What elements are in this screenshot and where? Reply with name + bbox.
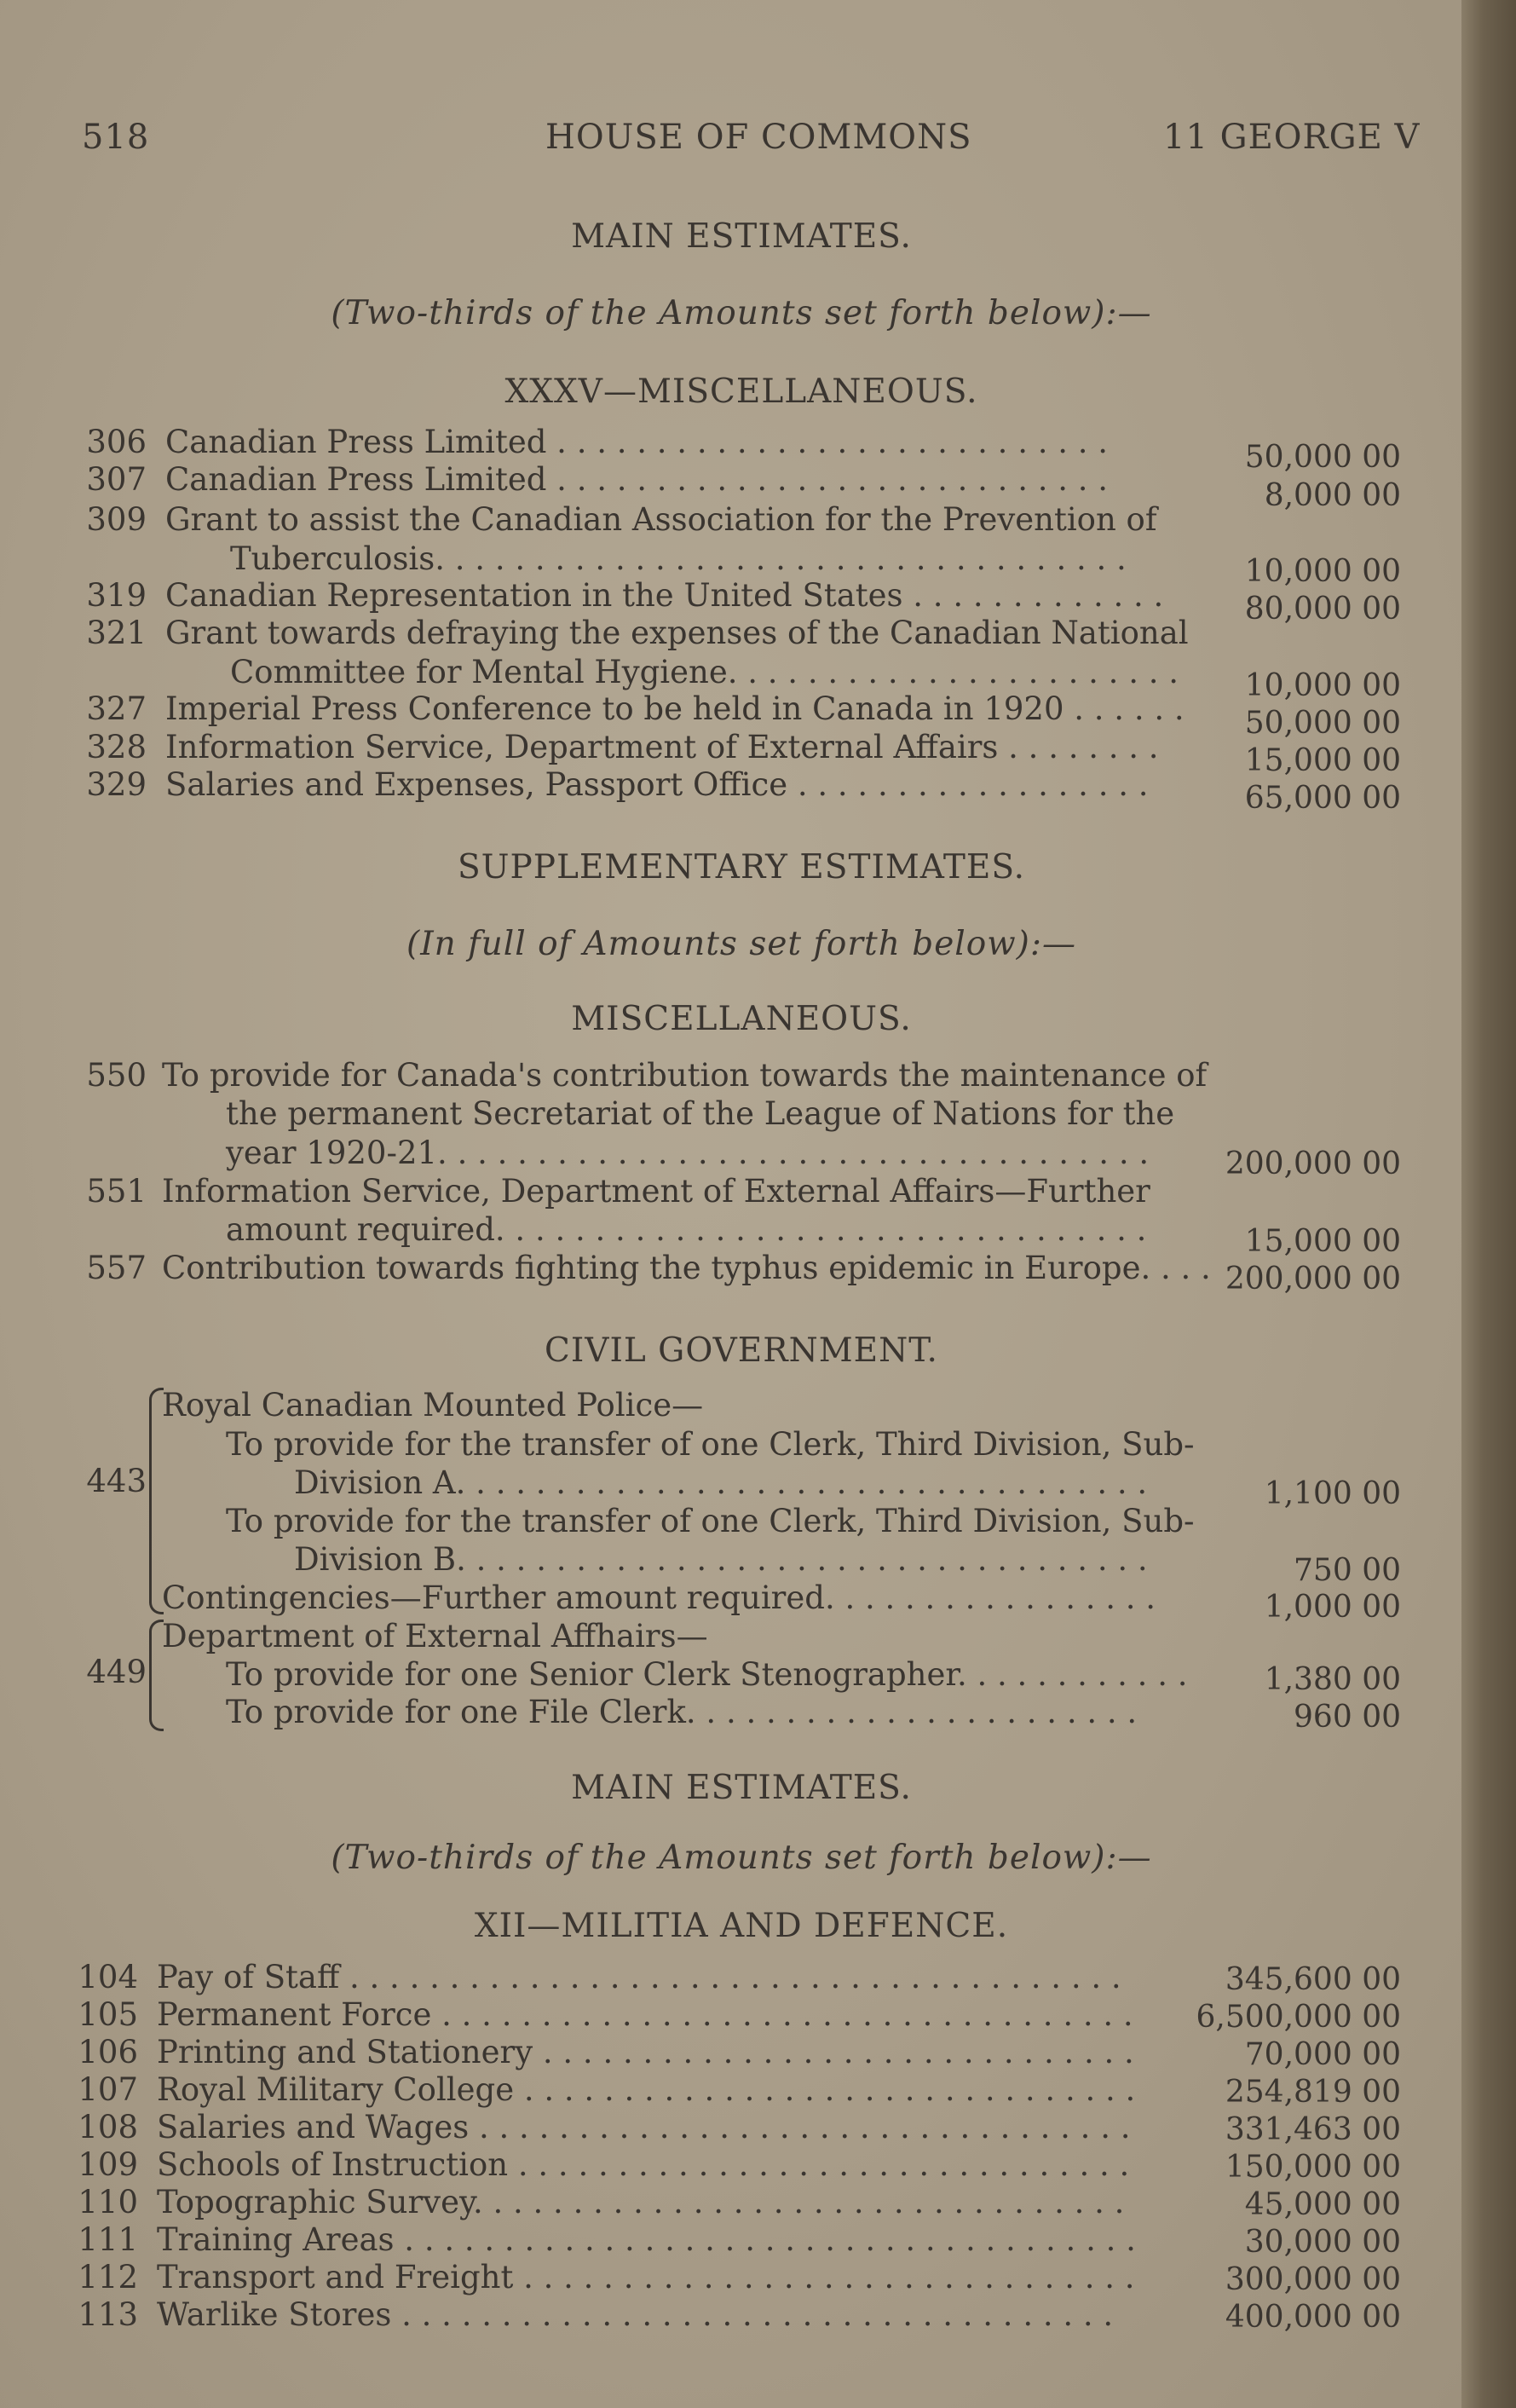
item-label-continued: Division A. . . . . . . . . . . . . . . . . . . . . . . . . . . . . . . . . . . bbox=[294, 1464, 1148, 1501]
running-title: HOUSE OF COMMONS bbox=[545, 118, 972, 157]
item-number: 329 bbox=[86, 766, 147, 803]
item-number: 105 bbox=[78, 1996, 138, 2033]
item-label: To provide for Canada's contribution towards the maintenance of bbox=[162, 1057, 1208, 1094]
item-label: To provide for the transfer of one Clerk, Third Division, Sub- bbox=[226, 1503, 1195, 1539]
section-heading: MAIN ESTIMATES. bbox=[571, 1769, 912, 1807]
item-label: Grant towards defraying the expenses of the Canadian National bbox=[165, 615, 1189, 651]
item-label: Topographic Survey. . . . . . . . . . . . . . . . . . . . . . . . . . . . . . . . . bbox=[157, 2184, 1125, 2220]
item-label: Training Areas . . . . . . . . . . . . . . . . . . . . . . . . . . . . . . . . . . . . . bbox=[157, 2221, 1136, 2258]
page-header bbox=[0, 118, 1516, 169]
item-number: 109 bbox=[78, 2146, 138, 2183]
section-subheading: (Two-thirds of the Amounts set forth below):— bbox=[331, 1839, 1152, 1877]
item-label: Warlike Stores . . . . . . . . . . . . . . . . . . . . . . . . . . . . . . . . . . . . bbox=[157, 2296, 1114, 2333]
item-number: 110 bbox=[78, 2184, 138, 2220]
item-label: Information Service, Department of External Affairs . . . . . . . . bbox=[165, 729, 1159, 765]
group-title: Royal Canadian Mounted Police— bbox=[162, 1387, 704, 1423]
item-amount: 10,000 00 bbox=[1244, 668, 1401, 703]
item-amount: 50,000 00 bbox=[1244, 706, 1401, 741]
item-label-continued: Division B. . . . . . . . . . . . . . . . . . . . . . . . . . . . . . . . . . . bbox=[294, 1541, 1148, 1578]
item-number: 106 bbox=[78, 2034, 138, 2070]
item-label: Imperial Press Conference to be held in Canada in 1920 . . . . . . bbox=[165, 690, 1185, 727]
item-amount: 150,000 00 bbox=[1225, 2150, 1401, 2185]
item-label: To provide for one File Clerk. . . . . . . . . . . . . . . . . . . . . . . bbox=[226, 1694, 1138, 1730]
item-label: Pay of Staff . . . . . . . . . . . . . . . . . . . . . . . . . . . . . . . . . . . . . . . bbox=[157, 1959, 1121, 1995]
item-number: 104 bbox=[78, 1959, 138, 1995]
item-amount: 254,819 00 bbox=[1225, 2075, 1401, 2110]
book-spine bbox=[1461, 0, 1516, 2408]
item-number: 112 bbox=[78, 2259, 138, 2295]
item-label: Canadian Press Limited . . . . . . . . . . . . . . . . . . . . . . . . . . . . bbox=[165, 424, 1109, 460]
item-number: 551 bbox=[86, 1173, 147, 1210]
item-label-continued: amount required. . . . . . . . . . . . . . . . . . . . . . . . . . . . . . . . . bbox=[226, 1211, 1147, 1248]
item-amount: 6,500,000 00 bbox=[1196, 2000, 1401, 2035]
item-amount: 960 00 bbox=[1294, 1700, 1401, 1735]
item-number: 307 bbox=[86, 461, 147, 498]
item-label-continued: year 1920-21. . . . . . . . . . . . . . . . . . . . . . . . . . . . . . . . . . . . bbox=[226, 1135, 1150, 1171]
item-amount: 300,000 00 bbox=[1225, 2262, 1401, 2297]
item-label: To provide for the transfer of one Clerk, Third Division, Sub- bbox=[226, 1426, 1195, 1463]
item-number: 449 bbox=[86, 1654, 147, 1690]
item-amount: 345,600 00 bbox=[1225, 1962, 1401, 1997]
section-subheading: (In full of Amounts set forth below):— bbox=[406, 925, 1076, 963]
item-label: Canadian Press Limited . . . . . . . . . . . . . . . . . . . . . . . . . . . . bbox=[165, 461, 1109, 498]
item-number: 309 bbox=[86, 501, 147, 538]
item-amount: 30,000 00 bbox=[1244, 2225, 1401, 2260]
category-heading: CIVIL GOVERNMENT. bbox=[545, 1331, 938, 1370]
item-label: Contingencies—Further amount required. . . . . . . . . . . . . . . . . bbox=[162, 1579, 1156, 1616]
item-label: Salaries and Expenses, Passport Office . . . . . . . . . . . . . . . . . . bbox=[165, 766, 1149, 803]
item-number: 328 bbox=[86, 729, 147, 765]
item-label: Information Service, Department of External Affairs—Further bbox=[162, 1173, 1150, 1210]
session-label: 11 GEORGE V bbox=[1163, 118, 1421, 157]
item-amount: 1,100 00 bbox=[1264, 1476, 1401, 1511]
item-number: 306 bbox=[86, 424, 147, 460]
item-amount: 750 00 bbox=[1294, 1553, 1401, 1588]
item-amount: 200,000 00 bbox=[1225, 1146, 1401, 1181]
item-amount: 65,000 00 bbox=[1244, 781, 1401, 816]
item-label: Transport and Freight . . . . . . . . . . . . . . . . . . . . . . . . . . . . . . . bbox=[157, 2259, 1135, 2295]
section-heading: MAIN ESTIMATES. bbox=[571, 217, 912, 256]
item-number: 111 bbox=[78, 2221, 138, 2258]
item-amount: 45,000 00 bbox=[1244, 2187, 1401, 2222]
item-label-continued: the permanent Secretariat of the League of Nations for the bbox=[226, 1095, 1175, 1132]
item-number: 321 bbox=[86, 615, 147, 651]
item-amount: 15,000 00 bbox=[1244, 743, 1401, 778]
item-label: Permanent Force . . . . . . . . . . . . . . . . . . . . . . . . . . . . . . . . . . . bbox=[157, 1996, 1133, 2033]
item-amount: 8,000 00 bbox=[1264, 478, 1401, 513]
category-heading: MISCELLANEOUS. bbox=[571, 1000, 912, 1038]
group-title: Department of External Affhairs— bbox=[162, 1618, 708, 1654]
item-number: 550 bbox=[86, 1057, 147, 1094]
page-number: 518 bbox=[82, 118, 150, 157]
item-amount: 10,000 00 bbox=[1244, 554, 1401, 589]
item-number: 443 bbox=[86, 1463, 147, 1499]
item-number: 113 bbox=[78, 2296, 138, 2333]
item-number: 107 bbox=[78, 2071, 138, 2108]
item-amount: 1,000 00 bbox=[1264, 1590, 1401, 1625]
category-heading: XXXV—MISCELLANEOUS. bbox=[504, 372, 978, 411]
item-amount: 200,000 00 bbox=[1225, 1262, 1401, 1296]
item-amount: 50,000 00 bbox=[1244, 440, 1401, 475]
item-amount: 70,000 00 bbox=[1244, 2037, 1401, 2072]
item-number: 557 bbox=[86, 1250, 147, 1286]
section-heading: SUPPLEMENTARY ESTIMATES. bbox=[457, 848, 1026, 886]
item-label-continued: Committee for Mental Hygiene. . . . . . . . . . . . . . . . . . . . . . . bbox=[230, 654, 1179, 690]
item-label: Schools of Instruction . . . . . . . . . . . . . . . . . . . . . . . . . . . . . . . bbox=[157, 2146, 1130, 2183]
item-label-continued: Tuberculosis. . . . . . . . . . . . . . . . . . . . . . . . . . . . . . . . . . . bbox=[230, 540, 1127, 577]
item-number: 108 bbox=[78, 2109, 138, 2145]
category-heading: XII—MILITIA AND DEFENCE. bbox=[474, 1907, 1009, 1945]
item-label: Printing and Stationery . . . . . . . . . . . . . . . . . . . . . . . . . . . . . . bbox=[157, 2034, 1134, 2070]
item-label: Salaries and Wages . . . . . . . . . . . . . . . . . . . . . . . . . . . . . . . . . bbox=[157, 2109, 1131, 2145]
item-label: Royal Military College . . . . . . . . . . . . . . . . . . . . . . . . . . . . . . . bbox=[157, 2071, 1136, 2108]
item-label: Grant to assist the Canadian Association for the Prevention of bbox=[165, 501, 1157, 538]
item-label: Contribution towards fighting the typhus epidemic in Europe. . . . bbox=[162, 1250, 1211, 1286]
item-number: 319 bbox=[86, 577, 147, 614]
item-amount: 15,000 00 bbox=[1244, 1224, 1401, 1259]
section-subheading: (Two-thirds of the Amounts set forth below):— bbox=[331, 294, 1152, 332]
item-number: 327 bbox=[86, 690, 147, 727]
item-amount: 1,380 00 bbox=[1264, 1662, 1401, 1697]
item-amount: 400,000 00 bbox=[1225, 2300, 1401, 2335]
item-amount: 80,000 00 bbox=[1244, 592, 1401, 627]
item-label: To provide for one Senior Clerk Stenographer. . . . . . . . . . . . bbox=[226, 1656, 1188, 1693]
item-label: Canadian Representation in the United States . . . . . . . . . . . . . bbox=[165, 577, 1164, 614]
item-amount: 331,463 00 bbox=[1225, 2112, 1401, 2147]
